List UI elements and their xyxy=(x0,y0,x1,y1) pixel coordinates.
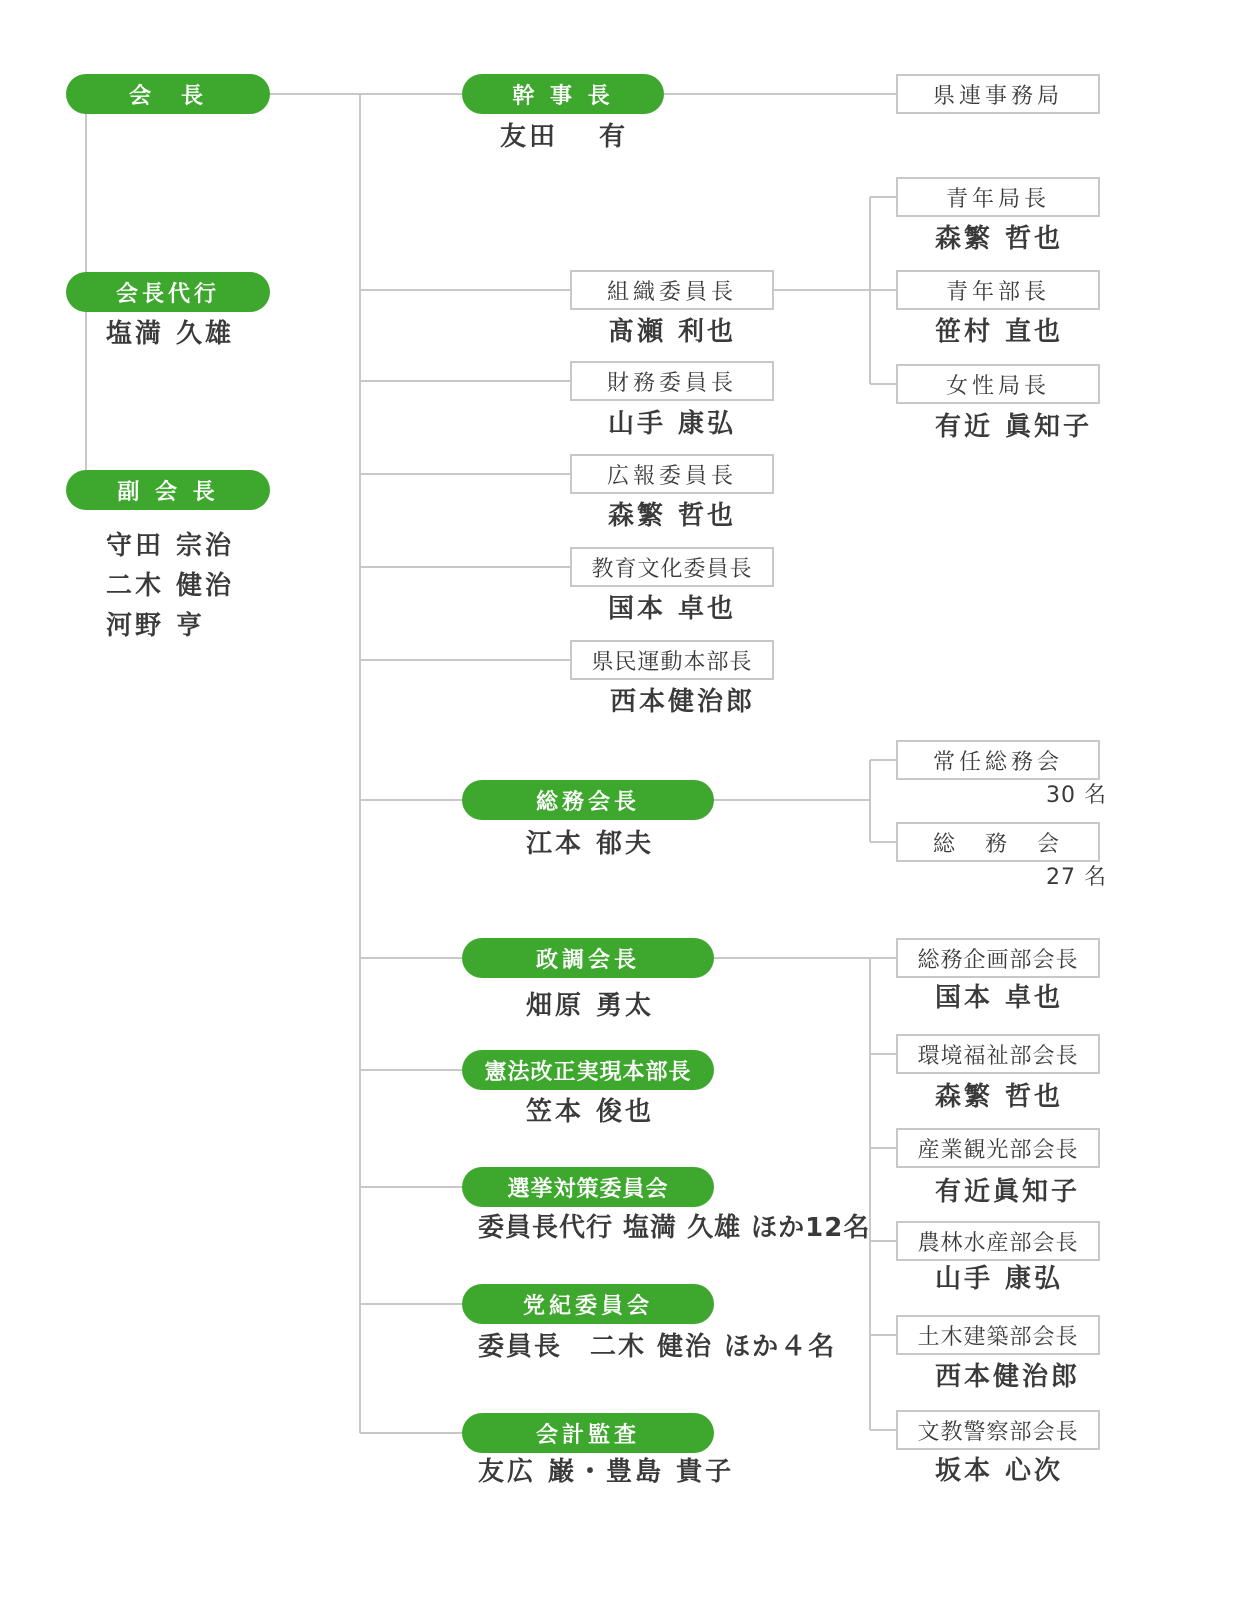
youth-name: 有近 眞知子 xyxy=(935,412,1093,442)
committee-title: 県民運動本部長 xyxy=(570,640,774,680)
department-name: 坂本 心次 xyxy=(935,1456,1064,1486)
general-affairs-name: 江本 郁夫 xyxy=(526,829,655,859)
discipline-committee-name: 委員長 二木 健治 ほか４名 xyxy=(478,1332,837,1362)
vice-president-name: 守田 宗治 xyxy=(106,531,235,561)
council-title: 常任総務会 xyxy=(896,740,1100,780)
prefectural-office-box: 県連事務局 xyxy=(896,74,1100,114)
committee-title: 組織委員長 xyxy=(570,270,774,310)
youth-title: 青年部長 xyxy=(896,270,1100,310)
committee-title: 教育文化委員長 xyxy=(570,547,774,587)
council-count: 27 名 xyxy=(1046,865,1107,890)
general-affairs-pill: 総務会長 xyxy=(462,780,714,820)
committee-name: 森繁 哲也 xyxy=(608,501,737,531)
committee-name: 髙瀬 利也 xyxy=(608,317,737,347)
youth-title: 女性局長 xyxy=(896,364,1100,404)
department-name: 森繁 哲也 xyxy=(935,1082,1064,1112)
election-committee-name: 委員長代行 塩満 久雄 ほか12名 xyxy=(478,1213,871,1243)
department-title: 土木建築部会長 xyxy=(896,1315,1100,1355)
acting-president-pill: 会長代行 xyxy=(66,272,270,312)
department-name: 西本健治郎 xyxy=(935,1362,1081,1392)
committee-title: 財務委員長 xyxy=(570,361,774,401)
committee-name: 山手 康弘 xyxy=(608,409,737,439)
committee-name: 西本健治郎 xyxy=(610,687,756,717)
constitution-hq-pill: 憲法改正実現本部長 xyxy=(462,1050,714,1090)
policy-chair-pill: 政調会長 xyxy=(462,938,714,978)
council-count: 30 名 xyxy=(1046,783,1107,808)
election-committee-pill: 選挙対策委員会 xyxy=(462,1167,714,1207)
council-title: 総 務 会 xyxy=(896,822,1100,862)
vice-president-name: 河野 亨 xyxy=(106,611,206,641)
secretary-general-name: 友田 有 xyxy=(500,122,629,152)
discipline-committee-pill: 党紀委員会 xyxy=(462,1284,714,1324)
department-name: 国本 卓也 xyxy=(935,983,1064,1013)
youth-name: 森繁 哲也 xyxy=(935,224,1064,254)
policy-chair-name: 畑原 勇太 xyxy=(526,991,655,1021)
acting-president-name: 塩満 久雄 xyxy=(106,319,235,349)
president-pill: 会 長 xyxy=(66,74,270,114)
vice-president-name: 二木 健治 xyxy=(106,571,235,601)
department-title: 文教警察部会長 xyxy=(896,1410,1100,1450)
secretary-general-pill: 幹 事 長 xyxy=(462,74,664,114)
department-title: 環境福祉部会長 xyxy=(896,1034,1100,1074)
vice-president-pill: 副 会 長 xyxy=(66,470,270,510)
youth-name: 笹村 直也 xyxy=(935,317,1064,347)
department-name: 有近眞知子 xyxy=(935,1177,1081,1207)
audit-name: 友広 巌・豊島 貴子 xyxy=(478,1457,735,1487)
constitution-hq-name: 笠本 俊也 xyxy=(526,1097,655,1127)
department-name: 山手 康弘 xyxy=(935,1264,1064,1294)
department-title: 産業観光部会長 xyxy=(896,1128,1100,1168)
department-title: 総務企画部会長 xyxy=(896,938,1100,978)
committee-title: 広報委員長 xyxy=(570,454,774,494)
youth-title: 青年局長 xyxy=(896,177,1100,217)
committee-name: 国本 卓也 xyxy=(608,594,737,624)
department-title: 農林水産部会長 xyxy=(896,1221,1100,1261)
audit-pill: 会計監査 xyxy=(462,1413,714,1453)
